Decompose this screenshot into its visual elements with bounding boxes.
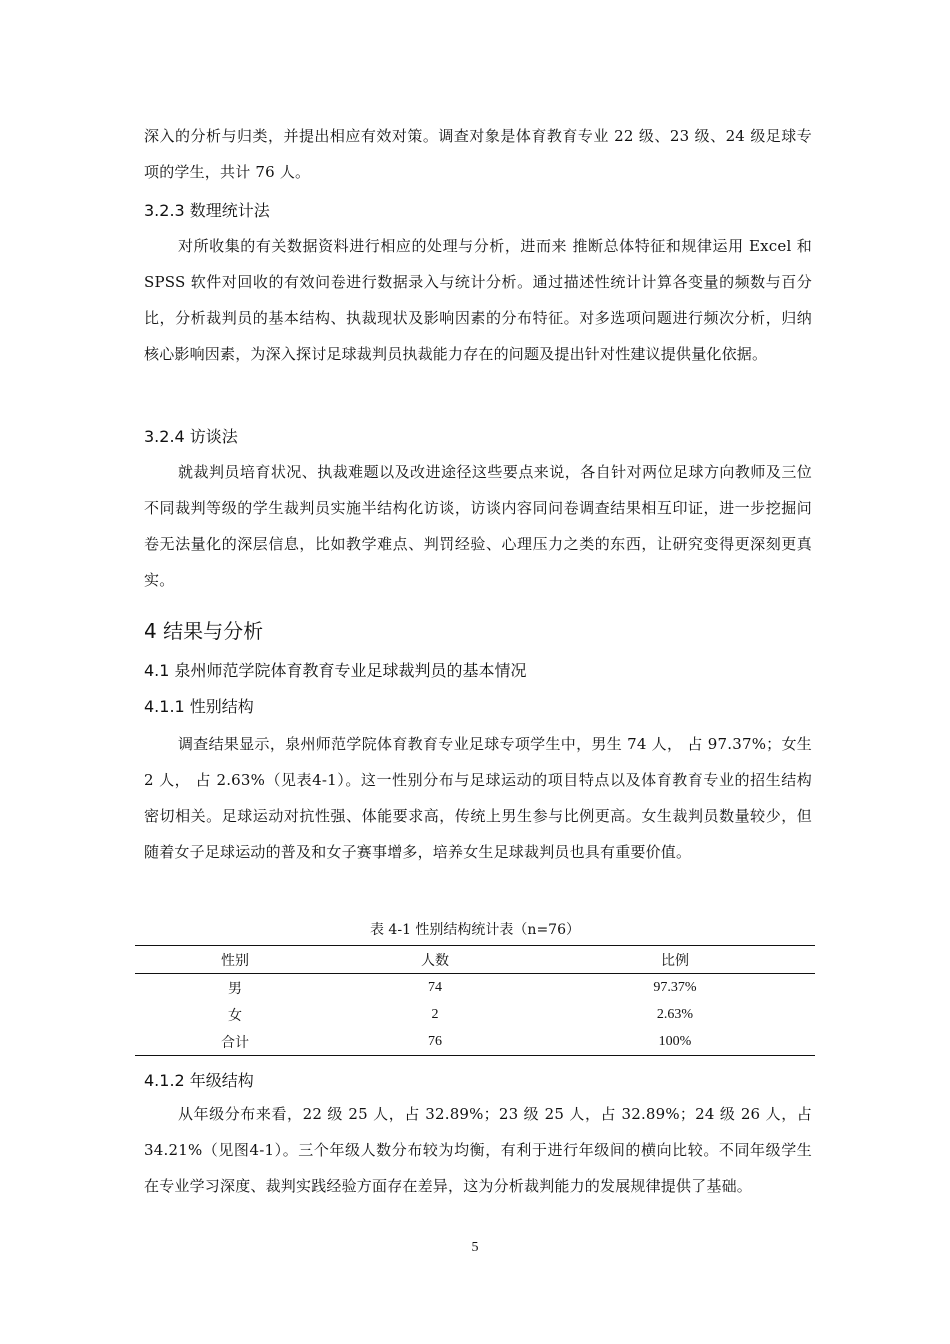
heading-gender-structure: 4.1.1 性别结构 xyxy=(144,697,254,716)
table-header-cell: 比例 xyxy=(535,946,815,974)
paragraph-grade-structure: 从年级分布来看，22 级 25 人，占 32.89%；23 级 25 人，占 32.89%；24 级 26 人，占 34.21%（见图4-1）。三个年级人数分布较为均衡，有利于进行年级间的横向比较。不同年级学生在专业学习深度、裁判实践经验方面存在差异，这为分析裁判能力的发展规律提供了基础。 xyxy=(144,1105,812,1195)
table-caption: 表 4-1 性别结构统计表（n=76） xyxy=(369,922,580,938)
table-cell: 74 xyxy=(428,979,442,995)
heading-basic-situation: 4.1 泉州师范学院体育教育专业足球裁判员的基本情况 xyxy=(144,661,527,680)
heading-interview-method: 3.2.4 访谈法 xyxy=(144,427,238,446)
table-cell: 100% xyxy=(535,1028,815,1056)
heading-results-analysis: 4 结果与分析 xyxy=(144,619,264,643)
table-header-cell: 性别 xyxy=(135,946,335,974)
table-cell: 合计 xyxy=(135,1028,335,1056)
table-cell: 76 xyxy=(335,1028,535,1056)
paragraph-gender-structure: 调查结果显示，泉州师范学院体育教育专业足球专项学生中，男生 74 人， 占 97.37%；女生 2 人， 占 2.63%（见表4-1）。这一性别分布与足球运动的项目特点以及体育教育专业的招生结构密切相关。足球运动对抗性强、体能要求高，传统上男生参与比例更高。女生裁判员数量较少，但随着女子足球运动的普及和女子赛事增多，培养女生足球裁判员也具有重要价值。 xyxy=(144,735,812,861)
table-header-row xyxy=(135,946,815,974)
table-cell: 男 xyxy=(228,981,242,997)
gender-table xyxy=(135,945,815,1056)
table-header-cell: 人数 xyxy=(335,946,535,974)
table-cell: 女 xyxy=(228,1008,242,1024)
table-cell: 2 xyxy=(431,1006,439,1022)
table-row xyxy=(135,974,815,1002)
heading-grade-structure: 4.1.2 年级结构 xyxy=(144,1071,254,1090)
paragraph-survey-subjects: 深入的分析与归类，并提出相应有效对策。调查对象是体育教育专业 22 级、23 级、24 级足球专项的学生，共计 76 人。 xyxy=(144,127,812,181)
paragraph-statistics-method: 对所收集的有关数据资料进行相应的处理与分析，进而来 推断总体特征和规律运用 Excel 和 SPSS 软件对回收的有效问卷进行数据录入与统计分析。通过描述性统计计算各变量的频数与百分比，分析裁判员的基本结构、执裁现状及影响因素的分布特征。对多选项问题进行频次分析，归纳核心影响因素，为深入探讨足球裁判员执裁能力存在的问题及提出针对性建议提供量化依据。 xyxy=(144,237,812,363)
table-cell: 97.37% xyxy=(653,979,697,995)
page-number: 5 xyxy=(471,1240,479,1255)
table-row xyxy=(135,1001,815,1028)
paragraph-interview-method: 就裁判员培育状况、执裁难题以及改进途径这些要点来说，各自针对两位足球方向教师及三位不同裁判等级的学生裁判员实施半结构化访谈，访谈内容同问卷调查结果相互印证，进一步挖掘问卷无法量化的深层信息，比如教学难点、判罚经验、心理压力之类的东西，让研究变得更深刻更真实。 xyxy=(144,463,812,589)
table-cell: 2.63% xyxy=(656,1006,694,1022)
heading-statistics-method: 3.2.3 数理统计法 xyxy=(144,201,270,220)
table-row xyxy=(135,1028,815,1056)
